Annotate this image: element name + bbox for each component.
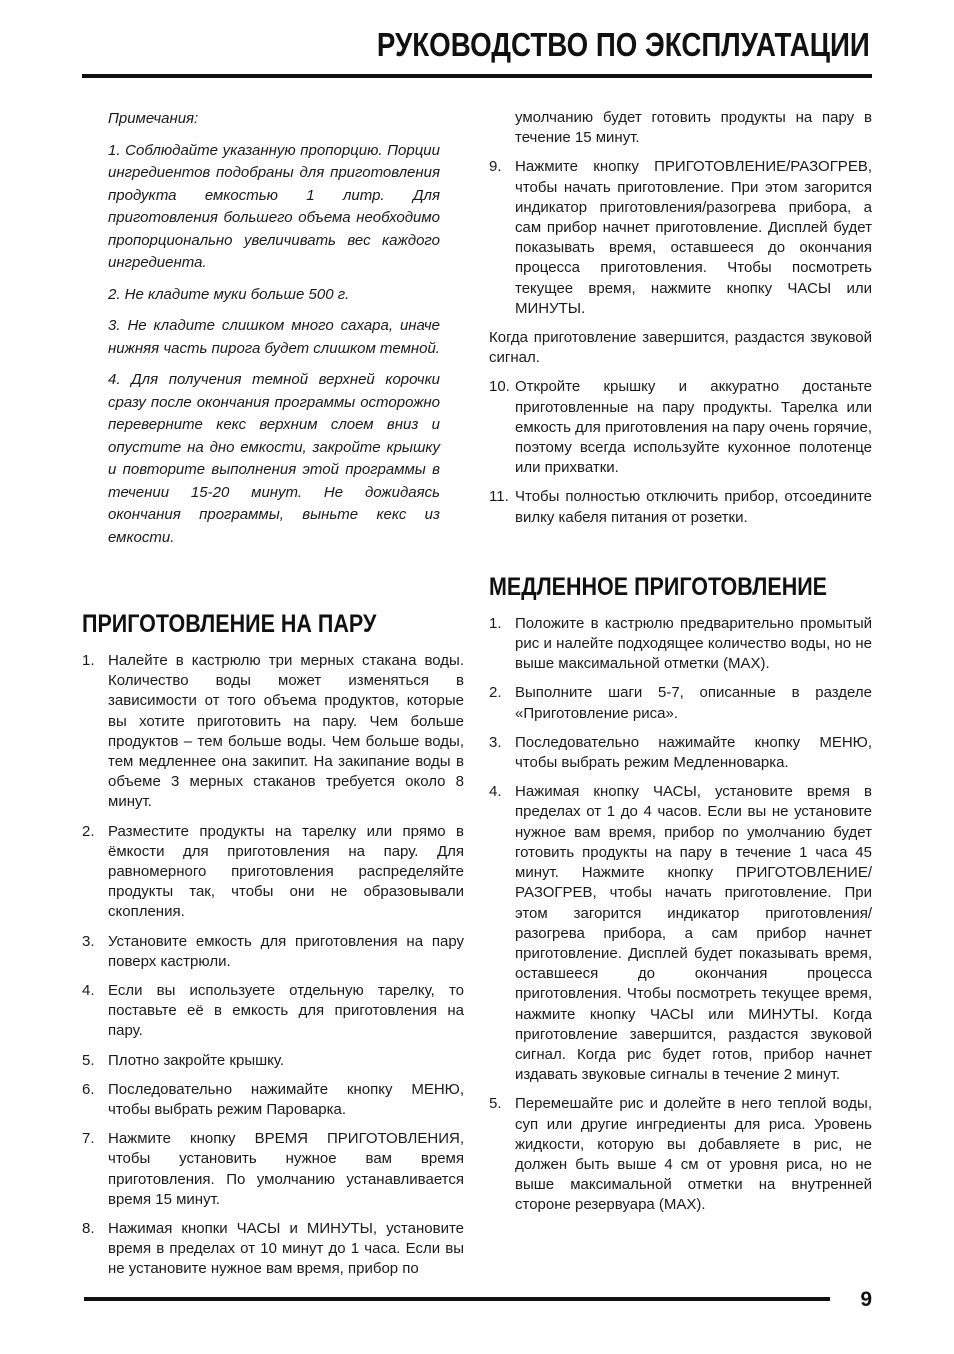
completion-note: Когда приготовление завершится, раздастся звуковой сигнал. — [489, 329, 872, 367]
list-item: 7. Нажмите кнопку ВРЕМЯ ПРИГОТОВЛЕНИЯ, чтобы установить нужное вам время приготовления. По умолчанию устанавливается время 15 минут. — [82, 1130, 464, 1208]
bottom-divider — [84, 1297, 830, 1301]
list-item: 6. Последовательно нажимайте кнопку МЕНЮ, чтобы выбрать режим Пароварка. — [82, 1080, 464, 1119]
list-item: 1. Налейте в кастрюлю три мерных стакана воды. Количество воды может изменяться в зависимости от того объема продуктов, которые вы хотите приготовить на пару. Чем больше продуктов – тем больше воды. Чем больше воды, тем медленнее она закипит. На закипание воды в объеме 3 мерных стаканов требуется около 8 минут. — [82, 652, 464, 811]
list-item: 5. Плотно закройте крышку. — [82, 1051, 285, 1069]
list-item: 4. Если вы используете отдельную тарелку, то поставьте её в емкость для приготовления на пару. — [82, 982, 464, 1040]
right-column — [489, 108, 872, 1225]
list-item: 1. Положите в кастрюлю предварительно промытый рис и налейте подходящее количество воды, но не выше максимальной отметки (MAX). — [489, 614, 872, 673]
steam-steps-list — [82, 651, 464, 1280]
note-item: 3. Не кладите слишком много сахара, иначе нижняя часть пирога будет слишком темной. — [108, 317, 440, 357]
page-number: 9 — [860, 1288, 872, 1311]
note-item: 2. Не кладите муки больше 500 г. — [108, 285, 350, 303]
section-heading-steam: ПРИГОТОВЛЕНИЕ НА ПАРУ — [82, 610, 377, 638]
left-column — [82, 108, 464, 1289]
notes-block — [108, 108, 440, 549]
notes-heading: Примечания: — [108, 110, 199, 127]
top-divider — [82, 74, 872, 78]
list-item: 10. Откройте крышку и аккуратно достаньте приготовленные на пару продукты. Тарелка или емкость для приготовления на пару очень горячие, поэтому всегда используйте кухонное полотенце или прихватки. — [489, 378, 872, 477]
step-8-continued: умолчанию будет готовить продукты на пару в течение 15 минут. — [515, 109, 872, 147]
section-heading-slow: МЕДЛЕННОЕ ПРИГОТОВЛЕНИЕ — [489, 572, 828, 601]
list-item: 5. Перемешайте рис и долейте в него теплой воды, суп или другие ингредиенты для риса. Уровень жидкости, которую вы добавляете в рис, не должен быть выше 4 см от уровня риса, но не выше максимальной отметки на внутренней стороне резервуара (MAX). — [489, 1095, 872, 1214]
list-item: 11. Чтобы полностью отключить прибор, отсоедините вилку кабеля питания от розетки. — [489, 488, 872, 526]
list-item: 3. Установите емкость для приготовления на пару поверх кастрюли. — [82, 932, 464, 970]
list-item: 3. Последовательно нажимайте кнопку МЕНЮ, чтобы выбрать режим Медленноварка. — [489, 733, 872, 772]
note-item: 1. Соблюдайте указанную пропорцию. Порции ингредиентов подобраны для приготовления продукта емкостью 1 литр. Для приготовления большего объема необходимо пропорционально увеличивать вес каждого ингредиента. — [108, 141, 440, 271]
list-item: 2. Выполните шаги 5-7, описанные в разделе «Приготовление риса». — [489, 684, 872, 722]
page-title: РУКОВОДСТВО ПО ЭКСПЛУАТАЦИИ — [377, 26, 870, 63]
list-item: 2. Разместите продукты на тарелку или прямо в ёмкости для приготовления на пару. Для равномерного приготовления распределяйте продукты так, чтобы они не образовывали скопления. — [82, 822, 464, 921]
list-item: 9. Нажмите кнопку ПРИГОТОВЛЕНИЕ/РАЗОГРЕВ, чтобы начать приготовление. При этом загорится индикатор приготовления/разогрева прибора, а сам прибор начнет приготовление. Дисплей будет показывать время, оставшееся до окончания процесса приготовления. Чтобы посмотреть текущее время, нажмите кнопку ЧАСЫ или МИНУТЫ. — [489, 158, 872, 317]
note-item: 4. Для получения темной верхней корочки сразу после окончания программы осторожно переверните кекс верхним слоем вниз и опустите на дно емкости, закройте крышку и повторите выполнения этой программы в течении 15-20 минут. Не дожидаясь окончания программы, выньте кекс из емкости. — [108, 371, 440, 546]
slow-steps-list — [489, 614, 872, 1216]
list-item: 8. Нажимая кнопки ЧАСЫ и МИНУТЫ, установите время в пределах от 10 минут до 1 часа. Если вы не установите нужное вам время, прибор по — [82, 1220, 464, 1278]
list-item: 4. Нажимая кнопку ЧАСЫ, установите время в пределах от 1 до 4 часов. Если вы не установите нужное вам время, прибор по умолчанию будет готовить продукты на пару в течение 1 часа 45 минут. Нажмите кнопку ПРИГОТОВЛЕНИЕ/РАЗОГРЕВ, чтобы начать приготовление. При этом загорится индикатор приготовления/разогрева прибора, а сам прибор начнет приготовление. Дисплей будет показывать время, оставшееся до окончания процесса приготовления. Чтобы посмотреть текущее время, нажмите кнопку ЧАСЫ или МИНУТЫ. Когда приготовление завершится, раздастся звуковой сигнал. Когда рис будет готов, прибор начнет издавать звуковые сигналы в течение 2 минут. — [489, 783, 872, 1084]
